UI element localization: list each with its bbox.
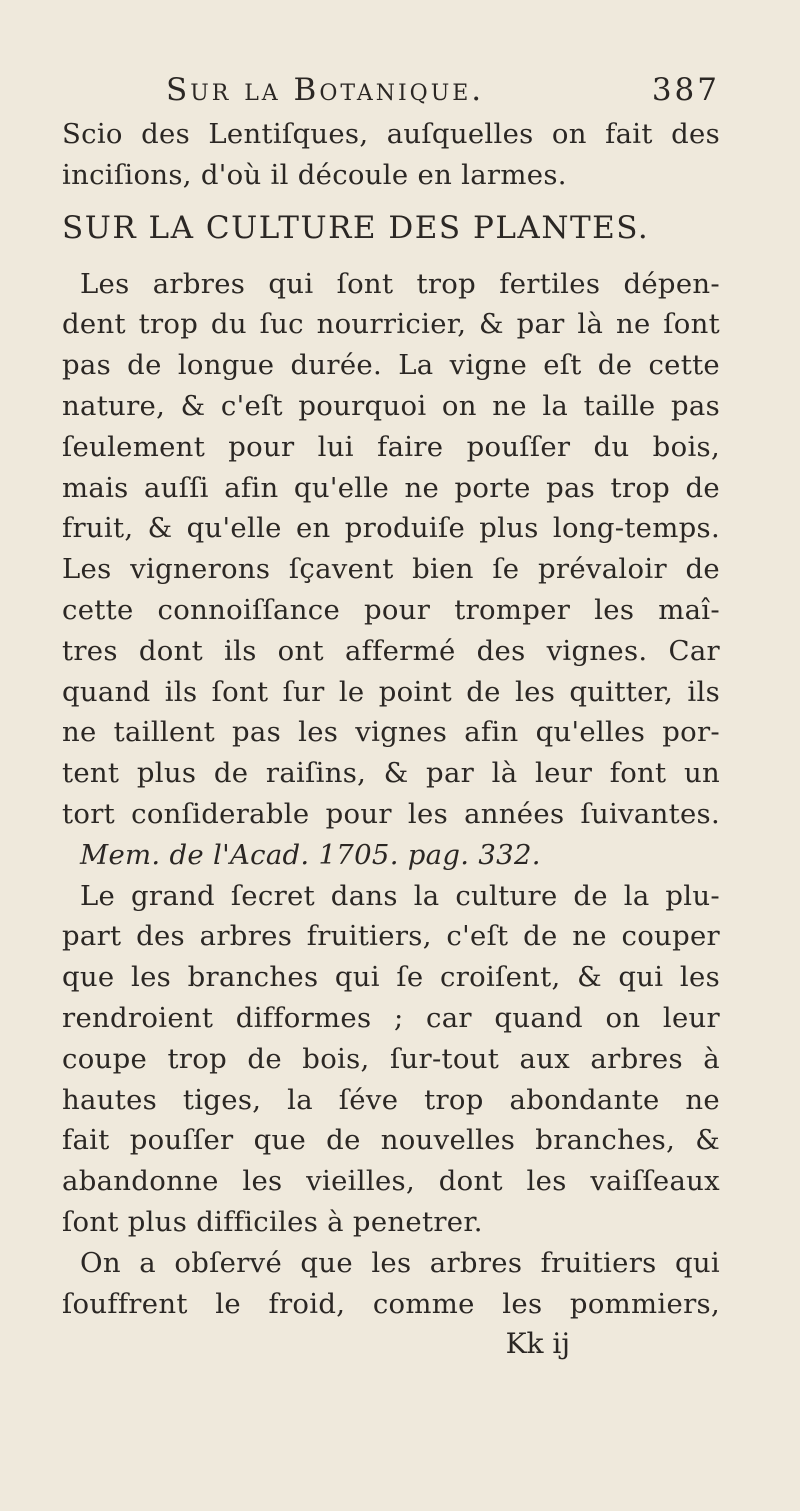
text-line: cette connoiſſance pour tromper les maî- <box>62 593 720 626</box>
running-head <box>166 68 720 112</box>
text-line: Les arbres qui ſont trop fertiles dépen- <box>80 267 720 300</box>
text-line: Scio des Lentiſques, auſquelles on fait des <box>62 118 720 150</box>
text-line: nature, & c'eſt pourquoi on ne la taille pas <box>62 389 720 422</box>
text-line: Le grand ſecret dans la culture de la plu- <box>80 879 720 912</box>
text-line: hautes tiges, la ſéve trop abondante ne <box>62 1083 720 1116</box>
page-number: 387 <box>651 72 720 108</box>
text-line: ne taillent pas les vignes afin qu'elles por- <box>62 716 720 749</box>
text-line: tort conſiderable pour les années ſuivantes. <box>62 797 720 830</box>
text-line: coupe trop de bois, ſur-tout aux arbres à <box>62 1042 720 1075</box>
text-line: ſeulement pour lui faire pouſſer du bois, <box>62 430 720 463</box>
paragraph-1 <box>62 264 720 876</box>
text-line: tres dont ils ont affermé des vignes. Car <box>62 634 720 667</box>
text-line: pas de longue durée. La vigne eſt de cette <box>62 349 720 382</box>
text-line: rendroient difformes ; car quand on leur <box>62 1001 720 1034</box>
opening-text <box>62 114 720 196</box>
text-line: dent trop du ſuc nourricier, & par là ne ſont <box>62 308 720 341</box>
text-line: que les branches qui ſe croiſent, & qui les <box>62 961 720 994</box>
text-line: mais auſſi afin qu'elle ne porte pas trop de <box>62 471 720 504</box>
text-line: ſouffrent le froid, comme les pommiers, <box>62 1287 720 1320</box>
text-line: On a obſervé que les arbres fruitiers qui <box>80 1246 720 1279</box>
running-head-title: Sur la Botanique. <box>166 72 485 108</box>
text-line: part des arbres fruitiers, c'eſt de ne couper <box>62 920 720 953</box>
paragraph-2 <box>62 876 720 1243</box>
text-line: inciſions, d'où il découle en larmes. <box>62 158 567 191</box>
section-title: SUR LA CULTURE DES PLANTES. <box>62 209 650 246</box>
text-line: fait pouſſer que de nouvelles branches, & <box>62 1124 720 1157</box>
text-line: fruit, & qu'elle en produiſe plus long-temps. <box>62 512 720 545</box>
text-line: tent plus de raiſins, & par là leur font un <box>62 757 720 790</box>
text-line: quand ils ſont ſur le point de les quitter, ils <box>62 675 720 708</box>
text-line: ſont plus difficiles à penetrer. <box>62 1205 483 1238</box>
text-line: Les vignerons ſçavent bien ſe prévaloir de <box>62 553 720 586</box>
reference-citation: Mem. de l'Acad. 1705. pag. 332. <box>80 838 541 871</box>
paragraph-3 <box>62 1243 720 1325</box>
signature-mark: Kk ij <box>505 1327 570 1361</box>
text-line: abandonne les vieilles, dont les vaiſſeaux <box>62 1165 720 1198</box>
